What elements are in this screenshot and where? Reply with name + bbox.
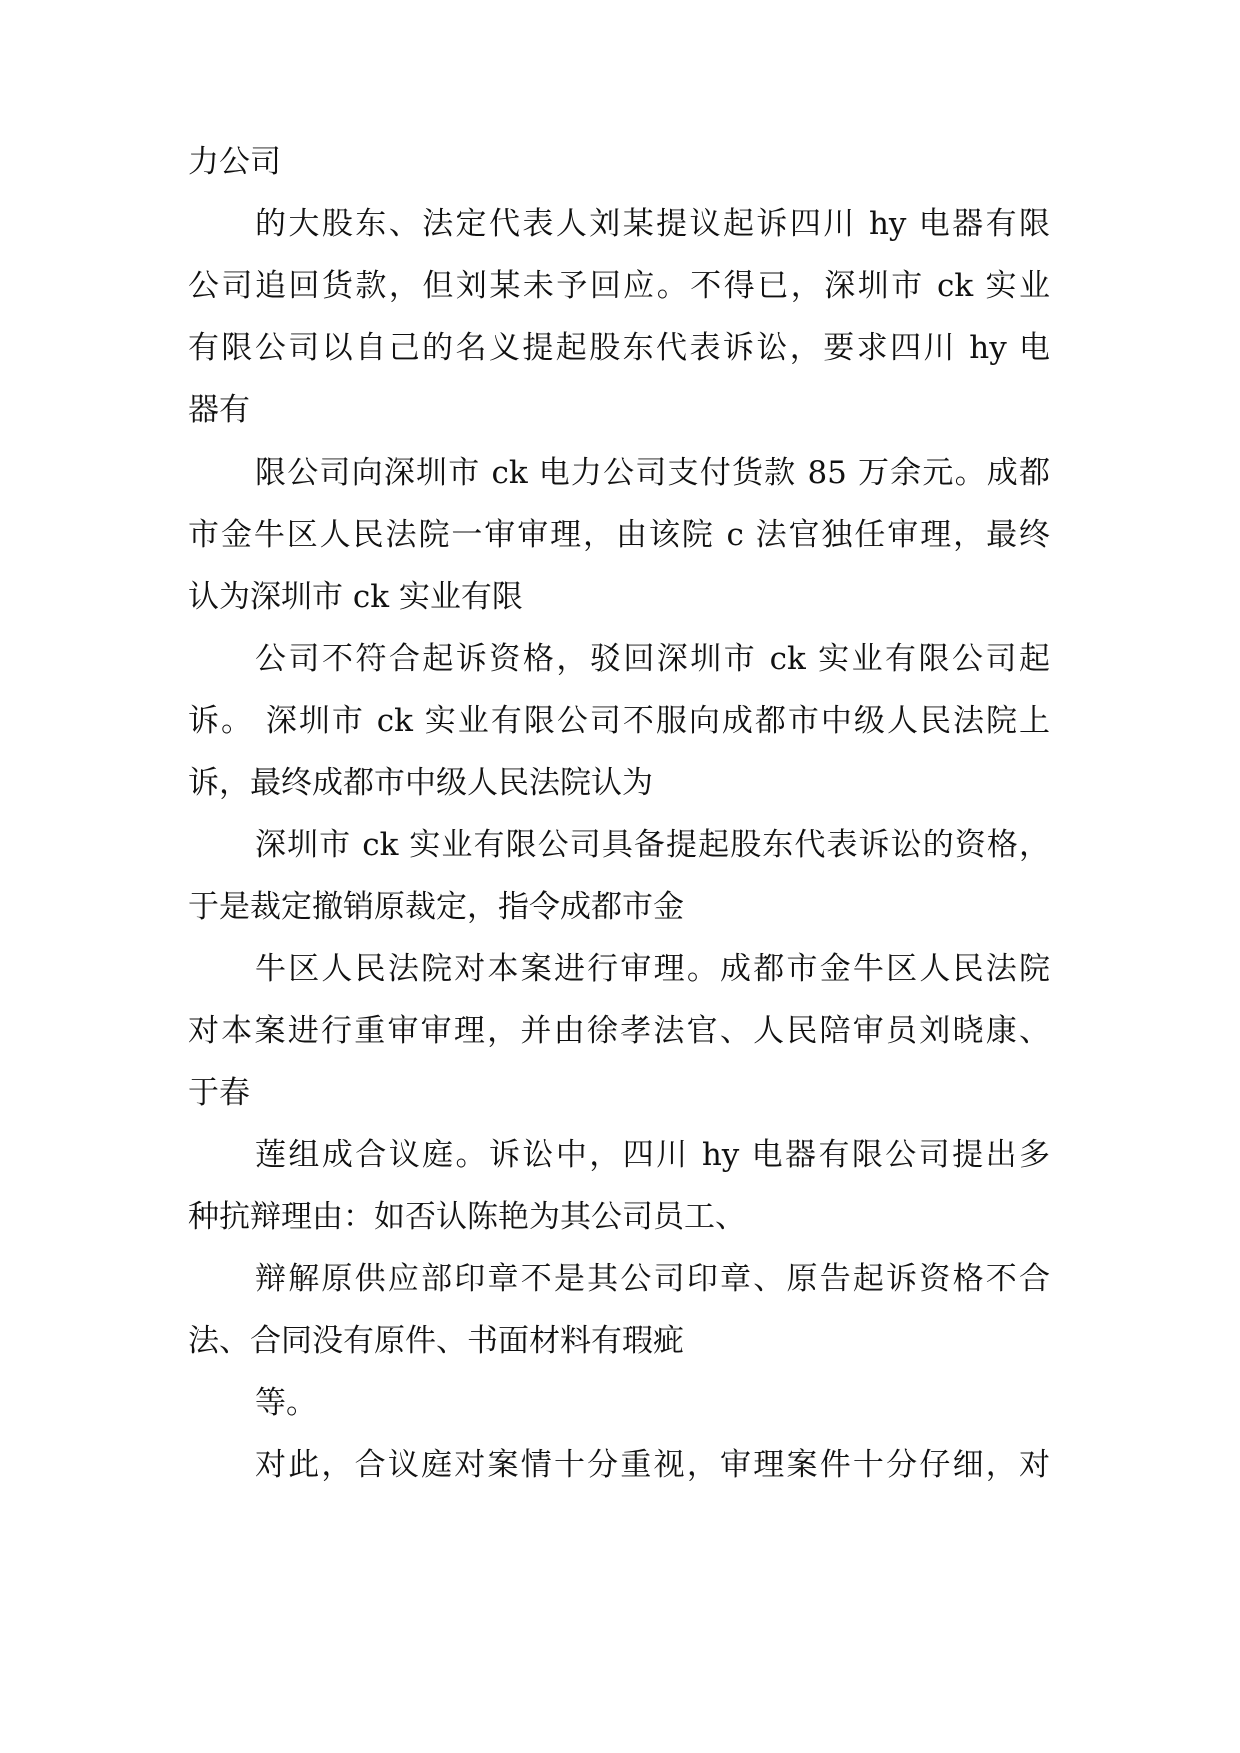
- text-line: 深圳市 ck 实业有限公司具备提起股东代表诉讼的资格，: [255, 827, 1050, 863]
- text-line: 的大股东、法定代表人刘某提议起诉四川 hy 电器有限: [255, 206, 1050, 242]
- text-line: 公司不符合起诉资格，驳回深圳市 ck 实业有限公司起: [255, 641, 1050, 677]
- text-line: 辩解原供应部印章不是其公司印章、原告起诉资格不合: [255, 1261, 1050, 1297]
- text-line: 诉。 深圳市 ck 实业有限公司不服向成都市中级人民法院上: [188, 703, 1050, 739]
- text-line: 牛区人民法院对本案进行审理。成都市金牛区人民法院: [255, 951, 1050, 987]
- text-line: 于春: [188, 1075, 250, 1111]
- text-line: 莲组成合议庭。诉讼中，四川 hy 电器有限公司提出多: [255, 1137, 1050, 1173]
- text-line: 种抗辩理由：如否认陈艳为其公司员工、: [188, 1199, 746, 1235]
- text-line: 法、合同没有原件、书面材料有瑕疵: [188, 1323, 684, 1359]
- text-line: 市金牛区人民法院一审审理，由该院 c 法官独任审理，最终: [188, 517, 1050, 553]
- text-line: 认为深圳市 ck 实业有限: [188, 579, 523, 615]
- text-line: 公司追回货款，但刘某未予回应。不得已，深圳市 ck 实业: [188, 268, 1050, 304]
- text-line: 力公司: [188, 144, 281, 180]
- text-line: 器有: [188, 392, 250, 428]
- text-line: 诉，最终成都市中级人民法院认为: [188, 765, 653, 801]
- text-line: 等。: [255, 1385, 317, 1421]
- text-line: 有限公司以自己的名义提起股东代表诉讼，要求四川 hy 电: [188, 330, 1050, 366]
- text-line: 对此，合议庭对案情十分重视，审理案件十分仔细，对: [255, 1447, 1050, 1483]
- text-line: 对本案进行重审审理，并由徐孝法官、人民陪审员刘晓康、: [188, 1013, 1050, 1049]
- text-line: 限公司向深圳市 ck 电力公司支付货款 85 万余元。成都: [255, 455, 1050, 491]
- text-line: 于是裁定撤销原裁定，指令成都市金: [188, 889, 684, 925]
